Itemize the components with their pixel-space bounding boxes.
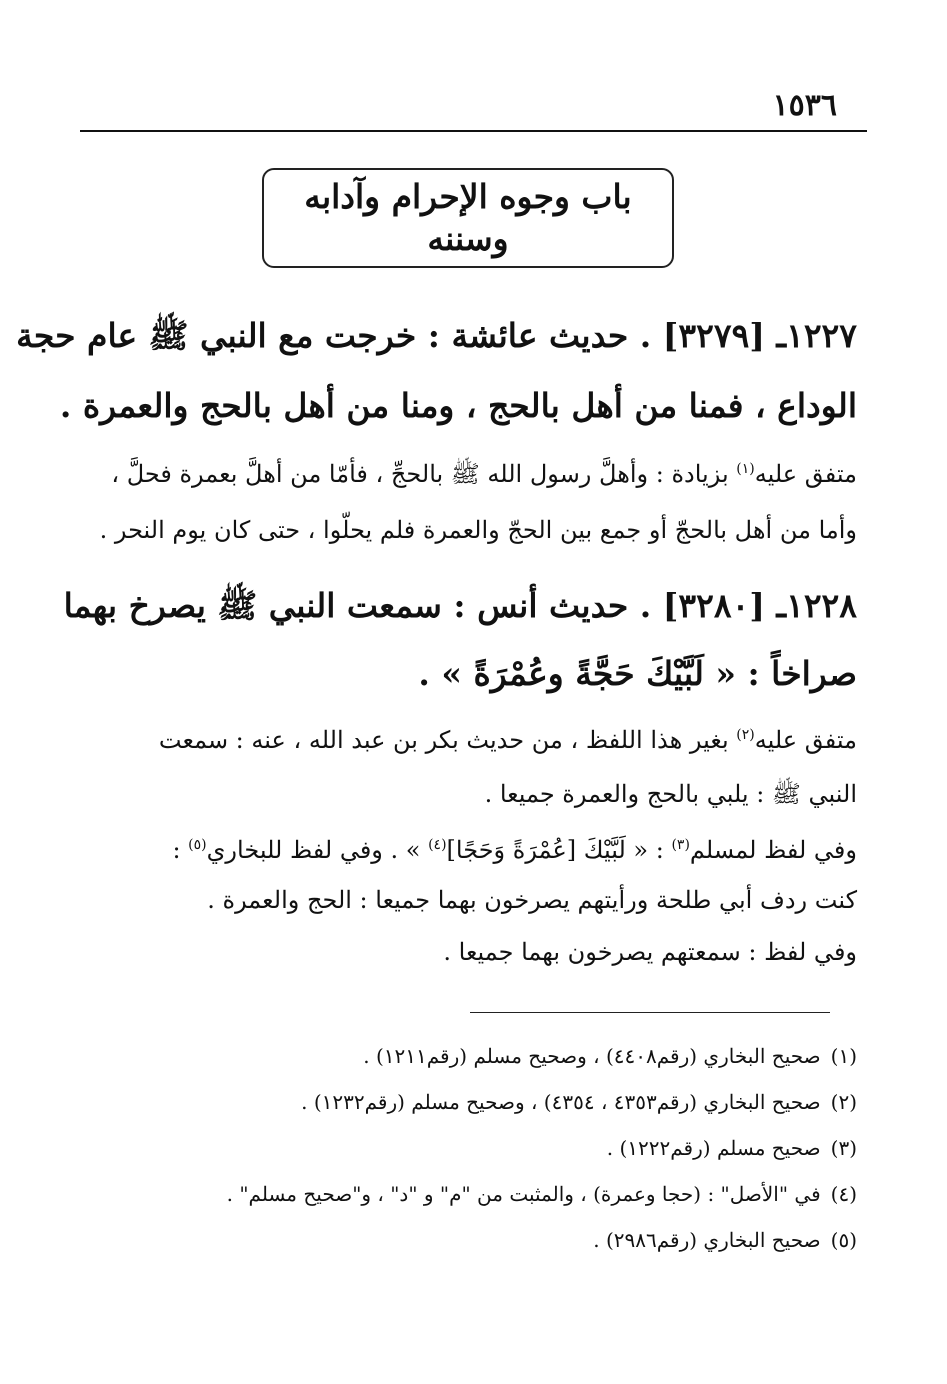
hadith-1227-line-2: الوداع ، فمنا من أهل بالحج ، ومنا من أهل بالحج والعمرة . <box>59 386 857 425</box>
header-rule <box>80 130 867 132</box>
commentary-text: بزيادة : وأهلَّ رسول الله ﷺ بالحجِّ ، فأمّا من أهلَّ بعمرة فحلَّ ، <box>111 460 737 488</box>
footnote-1 <box>80 1042 857 1070</box>
commentary-1228-line-1 <box>80 724 857 756</box>
footnote-4 <box>80 1180 857 1208</box>
commentary-text: بغير هذا اللفظ ، من حديث بكر بن عبد الله ، عنه : سمعت <box>158 726 737 754</box>
commentary-1228-line-2: النبي ﷺ : يلبي بالحج والعمرة جميعا . <box>484 780 857 808</box>
commentary-1228-line-5: وفي لفظ : سمعتهم يصرخون بهما جميعا . <box>443 938 857 966</box>
commentary-text: : « لَبَّيْكَ [عُمْرَةً وَحَجًا] <box>446 836 672 864</box>
commentary-text: : <box>172 836 189 864</box>
footnote-ref-3[interactable]: (٣) <box>671 837 690 853</box>
chapter-title-box <box>262 168 674 268</box>
page-number: ١٥٣٦ <box>772 88 837 123</box>
commentary-1228-line-3 <box>80 834 857 866</box>
footnote-ref-2[interactable]: (٢) <box>736 727 755 743</box>
commentary-text: متفق عليه <box>754 726 857 754</box>
footnote-number: (٢) <box>830 1090 857 1114</box>
chapter-title-line-2: وسننه <box>427 219 509 258</box>
footnote-text: صحيح البخاري (رقم٢٩٨٦) . <box>593 1228 821 1252</box>
commentary-text: » . وفي لفظ للبخاري <box>206 836 429 864</box>
footnote-separator <box>470 1012 830 1013</box>
chapter-title-line-1: باب وجوه الإحرام وآدابه <box>304 177 632 216</box>
hadith-1227-line-1: ١٢٢٧ـ [٣٢٧٩] . حديث عائشة : خرجت مع النبي ﷺ عام حجة <box>16 316 857 355</box>
footnote-text: صحيح مسلم (رقم١٢٢٢) . <box>606 1136 821 1160</box>
footnote-text: في "الأصل" : (حجا وعمرة) ، والمثبت من "م" و "د" ، و"صحيح مسلم" . <box>226 1182 821 1206</box>
footnote-number: (٥) <box>830 1228 857 1252</box>
footnote-number: (٤) <box>830 1182 857 1206</box>
commentary-text: وفي لفظ لمسلم <box>689 836 857 864</box>
footnote-ref-4[interactable]: (٤) <box>428 837 447 853</box>
hadith-1228-line-2: صراخاً : « لَبَّيْكَ حَجَّةً وعُمْرَةً » . <box>418 654 857 693</box>
commentary-1227-line-2: وأما من أهل بالحجّ أو جمع بين الحجّ والعمرة فلم يحلّوا ، حتى كان يوم النحر . <box>99 516 857 544</box>
footnote-ref-1[interactable]: (١) <box>736 461 755 477</box>
footnote-3 <box>80 1134 857 1162</box>
hadith-1228-line-1: ١٢٢٨ـ [٣٢٨٠] . حديث أنس : سمعت النبي ﷺ يصرخ بهما <box>63 586 857 625</box>
commentary-1227-line-1 <box>80 458 857 490</box>
footnote-text: صحيح البخاري (رقم٤٤٠٨) ، وصحيح مسلم (رقم١٢١١) . <box>363 1044 821 1068</box>
footnote-2 <box>80 1088 857 1116</box>
footnote-number: (٣) <box>830 1136 857 1160</box>
commentary-text: متفق عليه <box>754 460 857 488</box>
footnote-5 <box>80 1226 857 1254</box>
footnote-text: صحيح البخاري (رقم٤٣٥٣ ، ٤٣٥٤) ، وصحيح مسلم (رقم١٢٣٢) . <box>301 1090 821 1114</box>
commentary-1228-line-4: كنت ردف أبي طلحة ورأيتهم يصرخون بهما جميعا : الحج والعمرة . <box>207 886 857 914</box>
footnote-ref-5[interactable]: (٥) <box>188 837 207 853</box>
footnote-number: (١) <box>830 1044 857 1068</box>
